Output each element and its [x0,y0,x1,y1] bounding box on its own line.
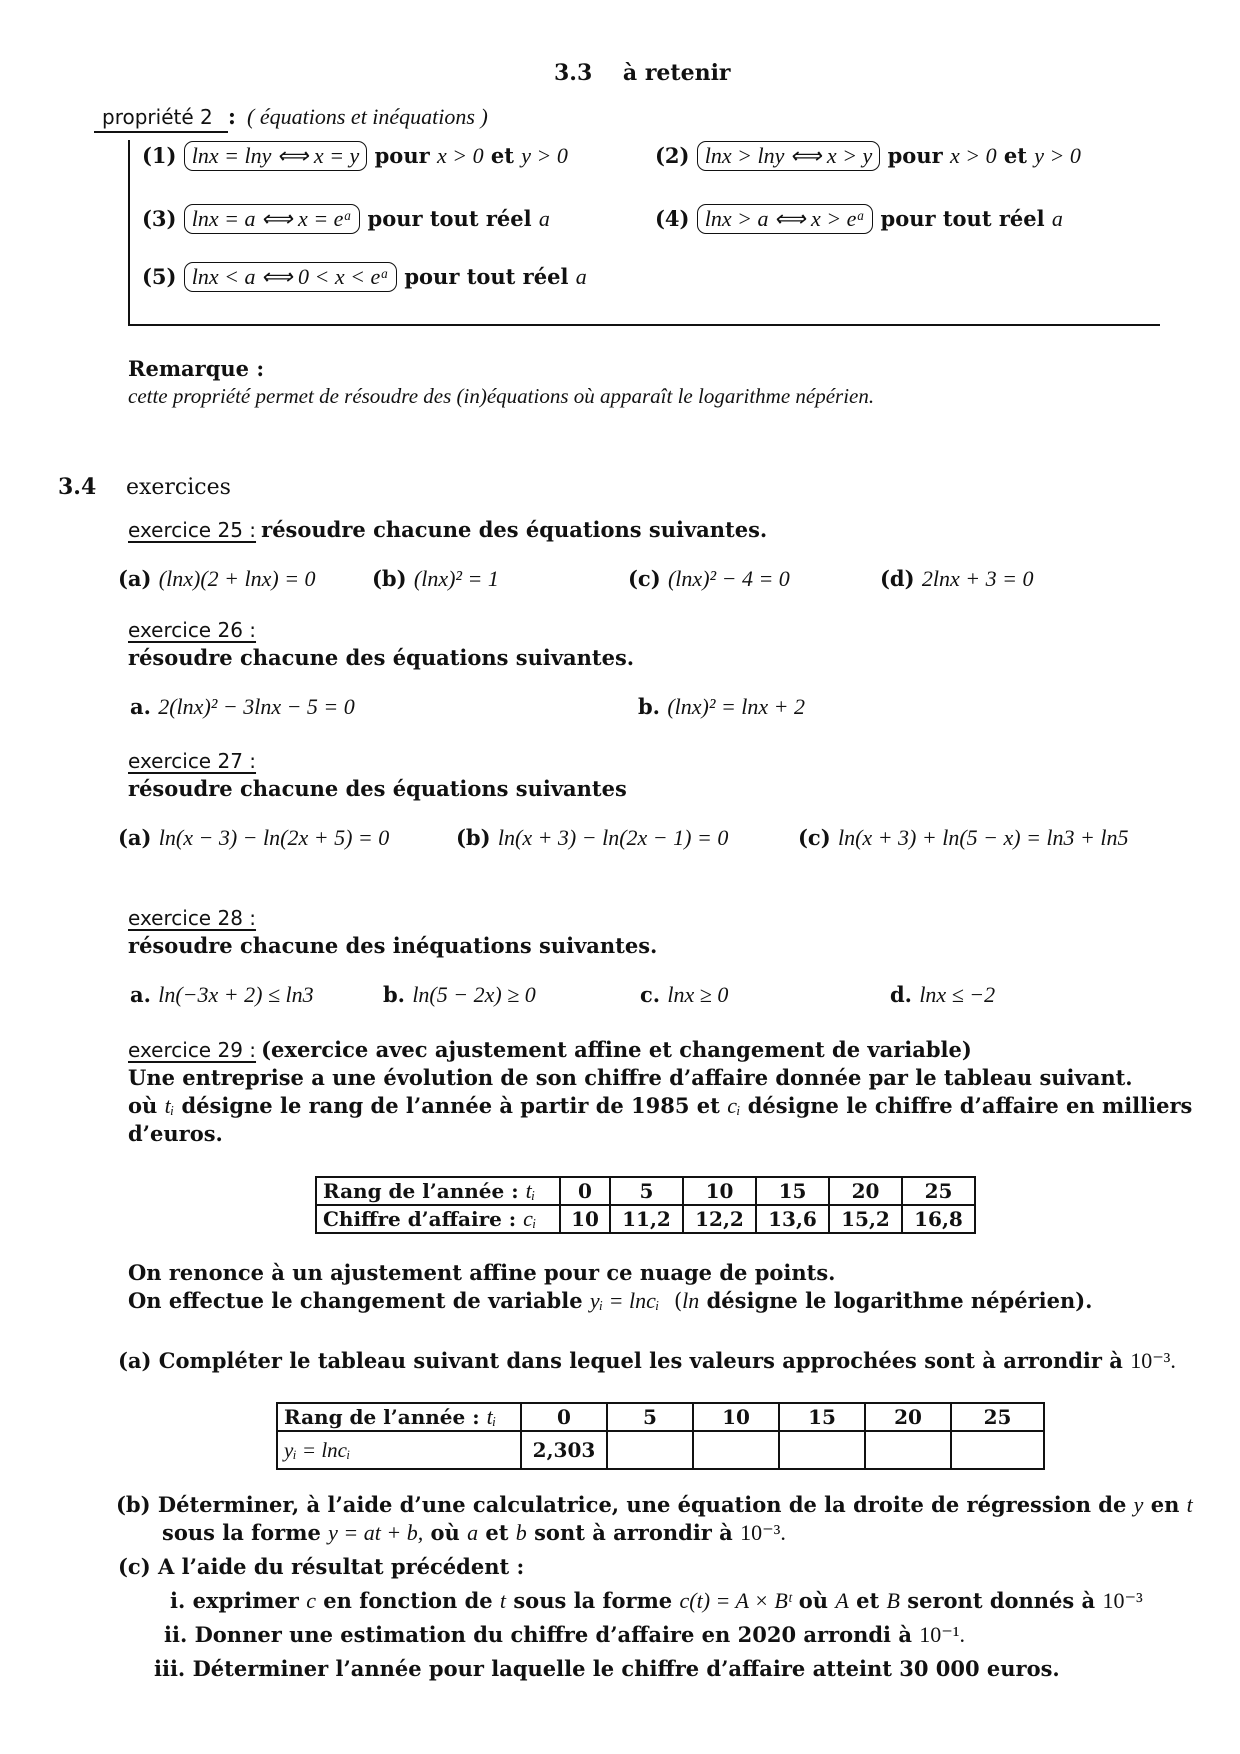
table-cell: 25 [951,1403,1044,1431]
item-equation: ln(−3x + 2) ≤ ln3 [158,982,314,1007]
property-label: propriété 2 [102,105,213,129]
ex25-item-c [628,566,790,592]
table-cell-empty [865,1431,951,1469]
item-suffix: pour tout réel [880,206,1045,231]
question-tag: (a) [118,1348,152,1373]
ex26-label: exercice 26 : [128,618,257,642]
item-equation: (lnx)² = 1 [413,566,499,591]
text: et [856,1588,880,1613]
table-cell: 16,8 [902,1205,975,1233]
item-formula: lnx > a ⟺ x > eᵃ [697,204,873,234]
text: seront donnés à [907,1588,1096,1613]
ex29-line1: Une entreprise a une évolution de son chiffre d’affaire donnée par le tableau suivant. [128,1065,1133,1090]
text: On effectue le changement de variable [128,1288,583,1313]
item-tag: (c) [628,566,661,591]
table-cell: 13,6 [756,1205,829,1233]
section-number: 3.4 [58,474,97,500]
item-equation: lnx ≤ −2 [919,982,996,1007]
item-number: (5) [142,264,177,289]
table-row [277,1431,1044,1469]
text: désigne le chiffre d’affaire en milliers [747,1093,1193,1118]
ex28-item-c [640,982,728,1008]
item-condition: x > 0 [949,143,997,168]
item-equation: (lnx)² = lnx + 2 [667,694,806,719]
item-condition: a [538,206,550,231]
table-chiffre-affaire [315,1176,976,1234]
item-suffix: pour [374,143,430,168]
ex25-header [128,517,767,542]
question-tag: (c) [118,1554,151,1579]
item-suffix: pour tout réel [404,264,569,289]
ex29-after2 [128,1288,1093,1314]
item-and: et [490,143,514,168]
math-A: A [835,1588,849,1613]
table-row [316,1177,975,1205]
item-tag: (d) [880,566,915,591]
item-equation: ln(x + 3) + ln(5 − x) = ln3 + ln5 [837,825,1129,850]
item-equation: lnx ≥ 0 [667,982,729,1007]
item-tag: (b) [456,825,491,850]
item-equation: 2lnx + 3 = 0 [921,566,1034,591]
table-cell-empty [951,1431,1044,1469]
property-item-1 [142,143,568,169]
math-B: B [886,1588,900,1613]
item-formula: lnx > lny ⟺ x > y [697,141,881,171]
math-b: b [515,1520,527,1545]
text: Donner une estimation du chiffre d’affaire en 2020 arrondi à [194,1622,912,1647]
text: désigne le rang de l’année à partir de 1985 et [181,1093,720,1118]
item-tag: a. [130,694,151,719]
question-text: Compléter le tableau suivant dans lequel les valeurs approchées sont à arrondir à [158,1348,1123,1373]
ex29-line3: d’euros. [128,1121,223,1146]
item-suffix: pour [887,143,943,168]
ex28-item-a [130,982,314,1008]
ex29-question-c [118,1554,524,1579]
remark-title: Remarque : [128,356,265,381]
subquestion-tag: iii. [154,1656,186,1681]
math-ti: tᵢ [164,1093,175,1118]
ex29-header [128,1037,972,1062]
table-yi [276,1402,1045,1470]
table-cell: 10 [683,1177,756,1205]
exercise-text: résoudre chacune des équations suivantes. [261,517,768,542]
item-equation: ln(5 − 2x) ≥ 0 [412,982,536,1007]
item-equation: ln(x + 3) − ln(2x − 1) = 0 [497,825,729,850]
row-header: Rang de l’année : tᵢ [277,1403,521,1431]
table-cell: 10 [560,1205,610,1233]
text: en [1150,1492,1180,1517]
item-equation: 2(lnx)² − 3lnx − 5 = 0 [158,694,355,719]
exercise-label: exercice 29 : [128,1038,257,1062]
item-condition-2: y > 0 [521,143,568,168]
ex29-question-b-line1 [116,1492,1193,1518]
text: sont à arrondir à [534,1520,733,1545]
property-item-2 [655,143,1081,169]
item-number: (2) [655,143,690,168]
exercise-title: (exercice avec ajustement affine et changement de variable) [261,1037,972,1062]
item-formula: lnx = lny ⟺ x = y [184,141,368,171]
paren: ( [673,1289,683,1313]
text: où [430,1520,460,1545]
property-item-5 [142,264,587,290]
section-34-heading [58,474,231,500]
ex27-item-c [798,825,1129,851]
text: en fonction de [323,1588,493,1613]
item-formula: lnx = a ⟺ x = eᵃ [184,204,360,234]
math-t: t [499,1588,507,1613]
section-33-heading [554,60,731,86]
math-change-var: yᵢ = lncᵢ [589,1288,660,1313]
text: Déterminer l’année pour laquelle le chiffre d’affaire atteint 30 000 euros. [192,1656,1060,1681]
ex26-item-b [638,694,805,720]
text: sous la forme [513,1588,673,1613]
table-row [316,1205,975,1233]
item-equation: (lnx)(2 + lnx) = 0 [158,566,316,591]
ex27-item-a [118,825,389,851]
ex25-item-d [880,566,1033,592]
subquestion-tag: i. [170,1588,186,1613]
math-power: 10⁻³ [1102,1588,1143,1613]
item-tag: a. [130,982,151,1007]
property-subtitle: ( équations et inéquations ) [247,104,488,129]
table-cell: 25 [902,1177,975,1205]
math-y: y [1133,1492,1144,1517]
table-row [277,1403,1044,1431]
item-number: (4) [655,206,690,231]
table-cell: 0 [521,1403,607,1431]
property-header [102,104,488,130]
ex28-label: exercice 28 : [128,906,257,930]
item-tag: b. [638,694,660,719]
section-title: à retenir [622,60,731,86]
table-cell-empty [779,1431,865,1469]
property-item-3 [142,206,550,232]
ex27-text: résoudre chacune des équations suivantes [128,776,627,801]
property-underline [94,131,228,133]
ex26-text: résoudre chacune des équations suivantes. [128,645,635,670]
text: et [485,1520,509,1545]
table-cell: 20 [865,1403,951,1431]
table-cell-empty [693,1431,779,1469]
question-text: Déterminer, à l’aide d’une calculatrice, une équation de la droite de régression de [157,1492,1127,1517]
ex29-question-c-i [170,1588,1143,1614]
item-tag: (b) [372,566,407,591]
item-suffix: pour tout réel [367,206,532,231]
ex28-item-b [383,982,536,1008]
exercise-label: exercice 25 : [128,518,257,542]
subquestion-tag: ii. [164,1622,188,1647]
text: où [128,1093,158,1118]
text: exprimer [192,1588,299,1613]
math-regression: y = at + b, [328,1520,424,1545]
table-cell: 15 [779,1403,865,1431]
math-ci: cᵢ [727,1093,741,1118]
item-condition: a [1051,206,1063,231]
table-cell: 12,2 [683,1205,756,1233]
row-header: Rang de l’année : tᵢ [316,1177,560,1205]
ex29-question-b-line2 [162,1520,786,1546]
ex25-item-b [372,566,499,592]
ex29-question-a [118,1348,1176,1374]
item-condition: x > 0 [436,143,484,168]
text: où [798,1588,829,1613]
item-formula: lnx < a ⟺ 0 < x < eᵃ [184,262,397,292]
math-t: t [1186,1492,1193,1517]
item-tag: (a) [118,825,152,850]
table-cell-empty [607,1431,693,1469]
item-tag: (c) [798,825,831,850]
table-cell: 11,2 [610,1205,683,1233]
text: désigne le logarithme népérien). [706,1288,1093,1313]
math-power: 10⁻¹. [919,1622,965,1647]
ex26-item-a [130,694,355,720]
question-tag: (b) [116,1492,151,1517]
item-equation: ln(x − 3) − ln(2x + 5) = 0 [158,825,390,850]
table-cell: 20 [829,1177,902,1205]
table-cell: 2,303 [521,1431,607,1469]
math-power: 10⁻³. [740,1520,786,1545]
item-and: et [1003,143,1027,168]
table-cell: 10 [693,1403,779,1431]
property-colon: : [227,104,236,130]
ex29-after1: On renonce à un ajustement affine pour ce nuage de points. [128,1260,836,1285]
ex28-text: résoudre chacune des inéquations suivantes. [128,933,658,958]
table-cell: 5 [610,1177,683,1205]
ex28-item-d [890,982,995,1008]
ex29-question-c-iii [154,1656,1060,1681]
math-power: 10⁻³. [1130,1348,1176,1373]
ex29-line2 [128,1093,1192,1119]
math-a: a [467,1520,479,1545]
item-tag: (a) [118,566,152,591]
section-number: 3.3 [554,60,593,86]
math-model: c(t) = A × Bᵗ [679,1588,792,1613]
row-header: Chiffre d’affaire : cᵢ [316,1205,560,1233]
item-tag: d. [890,982,912,1007]
item-condition: a [575,264,587,289]
row-header: yᵢ = lncᵢ [277,1431,521,1469]
property-item-4 [655,206,1063,232]
item-condition-2: y > 0 [1034,143,1081,168]
ex27-item-b [456,825,728,851]
math-c: c [306,1588,316,1613]
item-equation: (lnx)² − 4 = 0 [667,566,790,591]
item-tag: c. [640,982,661,1007]
item-number: (3) [142,206,177,231]
text: sous la forme [162,1520,321,1545]
item-tag: b. [383,982,405,1007]
section-title: exercices [125,475,231,500]
ex29-question-c-ii [164,1622,965,1648]
table-cell: 0 [560,1177,610,1205]
ex25-item-a [118,566,316,592]
math-ln: ln [682,1288,700,1313]
table-cell: 15,2 [829,1205,902,1233]
ex27-label: exercice 27 : [128,749,257,773]
item-number: (1) [142,143,177,168]
question-text: A l’aide du résultat précédent : [157,1554,525,1579]
remark-text: cette propriété permet de résoudre des (in)équations où apparaît le logarithme népérien. [128,384,875,408]
table-cell: 15 [756,1177,829,1205]
table-cell: 5 [607,1403,693,1431]
